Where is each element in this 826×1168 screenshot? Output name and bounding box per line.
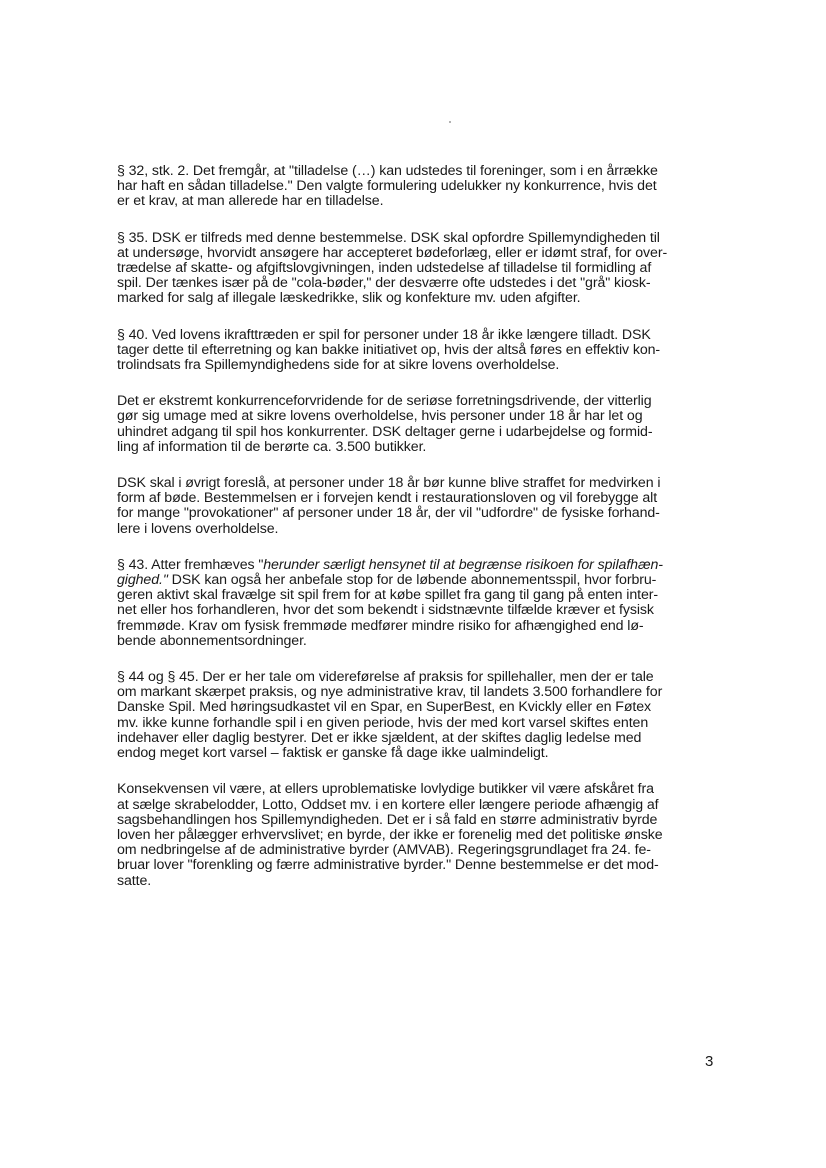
paragraph-section-40 [117,328,729,374]
text-line: ling af information til de berørte ca. 3.500 butikker. [117,438,427,455]
text-line: § 35. DSK er tilfreds med denne bestemmelse. DSK skal opfordre Spillemyndigheden til [117,229,660,246]
text-line: sagsbehandlingen hos Spillemyndigheden. Det er i så fald en større administrativ byrde [117,811,658,828]
text-line: Det er ekstremt konkurrenceforvridende for de seriøse forretningsdrivende, der vitterlig [117,393,652,410]
text-line: spil. Der tænkes især på de "cola-bøder," der desværre ofte udstedes i det "grå" kiosk- [117,275,651,292]
text-line: net eller hos forhandleren, hvor det som bekendt i sidstnævnte tilfælde kræver et fysisk [117,602,654,619]
paragraph-penalty-proposal [117,476,729,537]
paragraph-section-32 [117,164,729,210]
text-line: at undersøge, hvorvidt ansøgere har accepteret bødeforlæg, eller er idømt straf, for over- [117,244,668,261]
text-line: for mange "provokationer" af personer under 18 år, der vil "udfordre" de fysiske forhand- [117,505,660,522]
text-line [117,558,729,573]
text-line: at sælge skrabelodder, Lotto, Oddset mv. i en kortere eller længere periode afhængig af [117,796,659,813]
paragraph-section-35 [117,231,729,307]
text-line: tager dette til efterretning og kan bakke initiativet op, hvis der altså føres en effektiv kon- [117,341,661,358]
paragraph-consequence [117,782,729,888]
text-line: satte. [117,872,152,889]
text-line: bruar lover "forenkling og færre administrative byrder." Denne bestemmelse er det mod- [117,857,659,874]
text-line: har haft en sådan tilladelse." Den valgte formulering udelukker ny konkurrence, hvis det [117,178,657,195]
text-line: loven her pålægger erhvervslivet; en byrde, der ikke er forenelig med det politiske ønske [117,826,663,843]
quoted-italic-text: gighed." [117,572,168,589]
text-line: trolindsats fra Spillemyndighedens side for at sikre lovens overholdelse. [117,357,560,374]
text-line: om nedbringelse af de administrative byrder (AMVAB). Regeringsgrundlaget fra 24. fe- [117,842,651,859]
paragraph-section-43 [117,558,729,649]
text-line: om markant skærpet praksis, og nye administrative krav, til landets 3.500 forhandlere for [117,684,663,701]
scan-speck [449,121,451,123]
text-line: uhindret adgang til spil hos konkurrenter. DSK deltager gerne i udarbejdelse og formid- [117,423,653,440]
text-line [117,573,729,588]
text-line: § 32, stk. 2. Det fremgår, at "tilladelse (…) kan udstedes til foreninger, som i en årrække [117,163,658,179]
text-line: Danske Spil. Med høringsudkastet vil en Spar, en SuperBest, en Kvickly eller en Føtex [117,699,652,716]
text-line: § 40. Ved lovens ikrafttræden er spil for personer under 18 år ikke længere tilladt. DSK [117,326,651,343]
text-line: bende abonnementsordninger. [117,632,307,649]
paragraph-competition [117,394,729,455]
text-line: form af bøde. Bestemmelsen er i forvejen kendt i restaurationsloven og vil forebygge alt [117,490,658,507]
document-body [117,164,729,889]
text-line: Konsekvensen vil være, at ellers uproblematiske lovlydige butikker vil være afskåret fra [117,781,654,798]
text-line: mv. ikke kunne forhandle spil i en given periode, hvis der med kort varsel skiftes enten [117,714,649,731]
quoted-italic-text: herunder særligt hensynet til at begrænse risikoen for spilafhæn- [263,556,663,573]
text-line: trædelse af skatte- og afgiftslovgivningen, inden udstedelse af tilladelse til formidling af [117,260,652,277]
text-line: er et krav, at man allerede har en tilladelse. [117,193,384,210]
text-line: lere i lovens overholdelse. [117,520,279,537]
text-line: endog meget kort varsel – faktisk er ganske få dage ikke ualmindeligt. [117,745,549,762]
text-line: indehaver eller daglig bestyrer. Det er ikke sjældent, at der skiftes daglig ledelse med [117,729,642,746]
text-line: DSK skal i øvrigt foreslå, at personer under 18 år bør kunne blive straffet for medvirken i [117,475,661,492]
paragraph-section-44-45 [117,670,729,761]
text-line: fremmøde. Krav om fysisk fremmøde medfører mindre risiko for afhængighed end lø- [117,617,644,634]
text-line: gør sig umage med at sikre lovens overholdelse, hvis personer under 18 år har let og [117,408,643,425]
text-line: geren aktivt skal fravælge sit spil frem for at købe spillet fra gang til gang på enten inter- [117,587,659,604]
text-segment: § 43. Atter fremhæves " [117,556,264,573]
text-segment: DSK kan også her anbefale stop for de løbende abonnementsspil, hvor forbru- [167,572,657,589]
text-line: marked for salg af illegale læskedrikke, slik og konfekture mv. uden afgifter. [117,290,581,307]
text-line: § 44 og § 45. Der er her tale om videreførelse af praksis for spillehaller, men der er tale [117,669,654,686]
page-number: 3 [705,1053,714,1070]
